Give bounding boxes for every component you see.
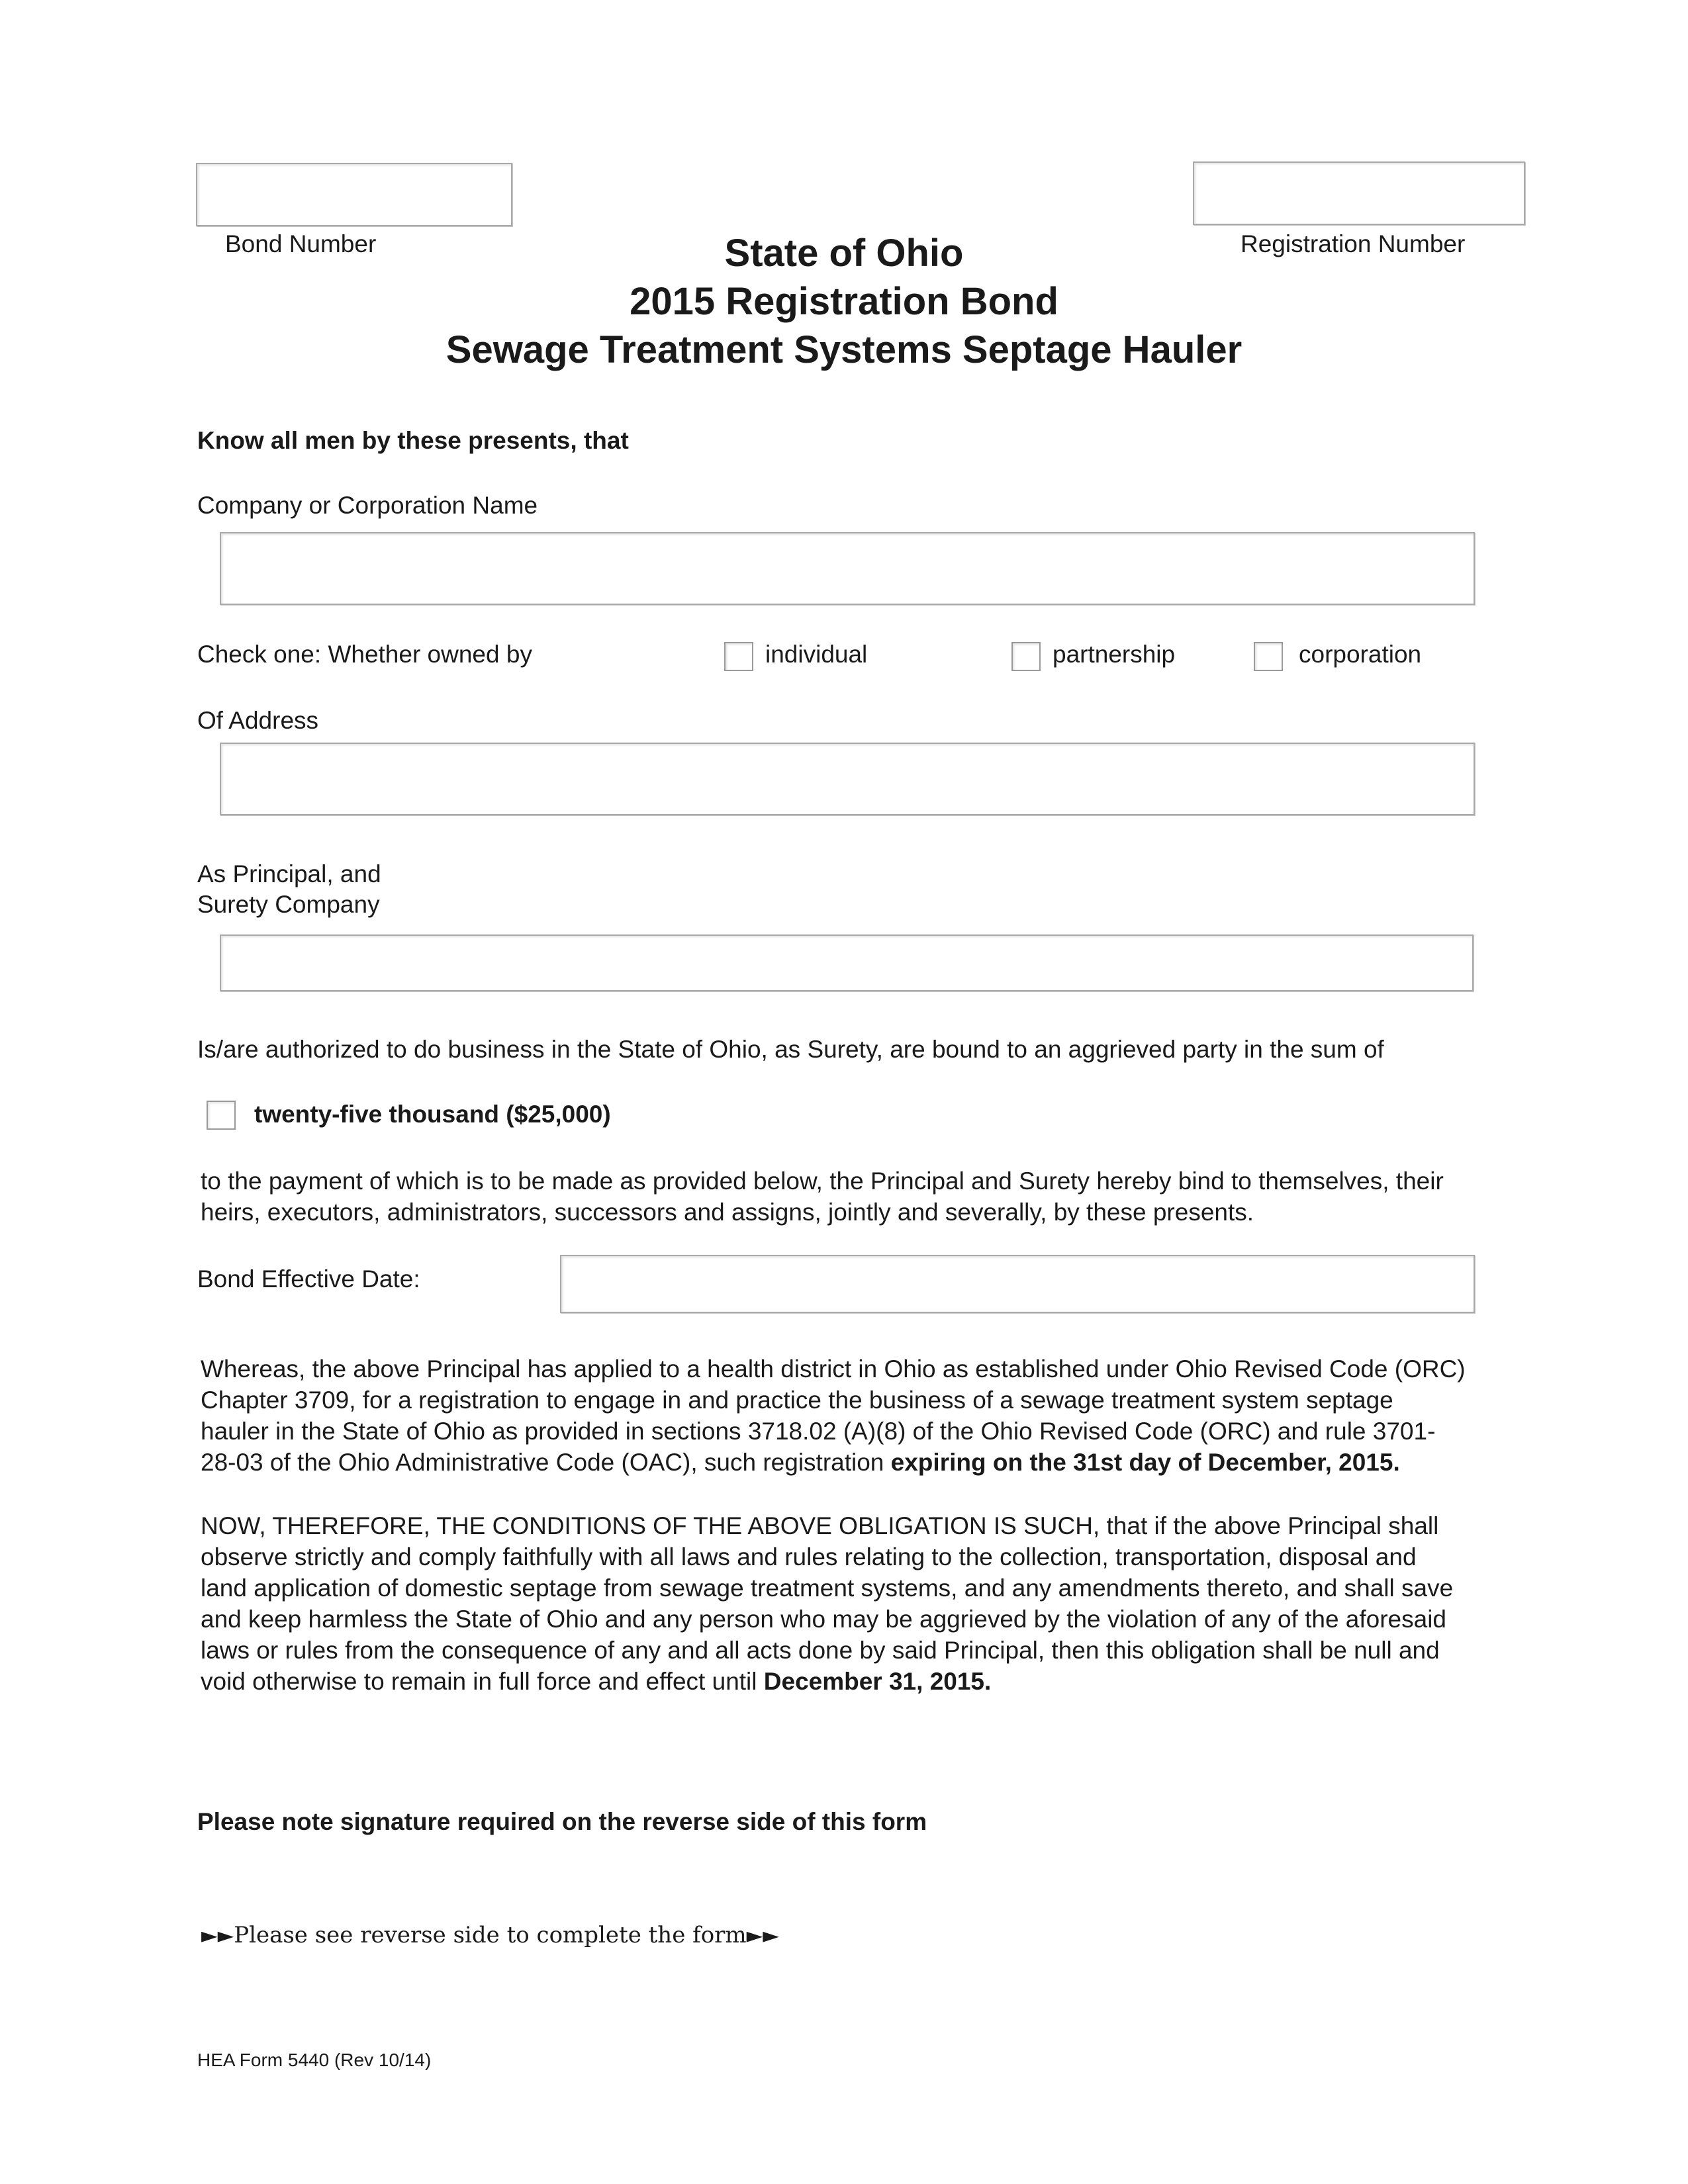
payment-line-1: to the payment of which is to be made as provided below, the Principal and Surety hereby bind to themselves, their <box>201 1167 1444 1195</box>
authorized-text: Is/are authorized to do business in the State of Ohio, as Surety, are bound to an aggrieved party in the sum of <box>197 1036 1384 1063</box>
corporation-checkbox[interactable] <box>1254 642 1283 671</box>
payment-line-2: heirs, executors, administrators, successors and assigns, jointly and severally, by these presents. <box>201 1199 1254 1226</box>
arrows-left-icon: ►► <box>201 1923 234 1948</box>
effective-date-field[interactable] <box>560 1255 1475 1313</box>
payment-paragraph <box>201 1165 1498 1228</box>
conditions-line-4: and keep harmless the State of Ohio and any person who may be aggrieved by the violation of any of the aforesaid <box>201 1606 1447 1633</box>
conditions-line-2: observe strictly and comply faithfully with all laws and rules relating to the collection, transportation, disposal and <box>201 1543 1417 1570</box>
whereas-line-4-text: 28-03 of the Ohio Administrative Code (OAC), such registration <box>201 1449 891 1476</box>
expiration-text: expiring on the 31st day of December, 2015. <box>890 1449 1400 1476</box>
sum-label: twenty-five thousand ($25,000) <box>254 1101 611 1128</box>
title-line-2: 2015 Registration Bond <box>630 280 1058 323</box>
title-line-1: State of Ohio <box>724 232 964 275</box>
title-line-3: Sewage Treatment Systems Septage Hauler <box>445 328 1243 371</box>
conditions-line-6 <box>201 1666 1498 1697</box>
corporation-label: corporation <box>1299 641 1422 668</box>
reverse-side-text: Please see reverse side to complete the form <box>234 1922 747 1948</box>
bond-number-label: Bond Number <box>225 230 377 257</box>
arrows-right-icon: ►► <box>746 1923 779 1948</box>
whereas-paragraph <box>201 1353 1498 1478</box>
individual-label: individual <box>765 641 868 668</box>
reverse-side-note <box>201 1921 779 1950</box>
surety-company-label: Surety Company <box>197 891 380 918</box>
conditions-line-5: laws or rules from the consequence of any and all acts done by said Principal, then this obligation shall be null and <box>201 1637 1440 1664</box>
partnership-label: partnership <box>1053 641 1176 668</box>
conditions-line-6-text: void otherwise to remain in full force and effect until <box>201 1668 764 1695</box>
registration-number-field[interactable] <box>1193 161 1525 225</box>
signature-note: Please note signature required on the reverse side of this form <box>197 1808 927 1835</box>
conditions-line-3: land application of domestic septage from sewage treatment systems, and any amendments thereto, and shall save <box>201 1574 1454 1602</box>
company-label: Company or Corporation Name <box>197 492 538 519</box>
whereas-line-1: Whereas, the above Principal has applied to a health district in Ohio as established under Ohio Revised Code (ORC) <box>201 1355 1466 1383</box>
conditions-line-1: NOW, THEREFORE, THE CONDITIONS OF THE ABOVE OBLIGATION IS SUCH, that if the above Principal shall <box>201 1512 1439 1539</box>
whereas-line-2: Chapter 3709, for a registration to engage in and practice the business of a sewage treatment system septage <box>201 1387 1393 1414</box>
form-number: HEA Form 5440 (Rev 10/14) <box>197 2050 432 2070</box>
conditions-paragraph <box>201 1510 1498 1697</box>
end-date-text: December 31, 2015. <box>763 1668 992 1695</box>
ownership-label: Check one: Whether owned by <box>197 641 532 668</box>
principal-label: As Principal, and <box>197 860 381 887</box>
surety-company-field[interactable] <box>220 934 1474 991</box>
registration-number-label: Registration Number <box>1241 230 1466 257</box>
whereas-line-3: hauler in the State of Ohio as provided in sections 3718.02 (A)(8) of the Ohio Revised Code (ORC) and rule 3701- <box>201 1418 1436 1445</box>
intro-text: Know all men by these presents, that <box>197 427 629 454</box>
address-label: Of Address <box>197 707 319 734</box>
whereas-line-4 <box>201 1447 1498 1478</box>
effective-date-label: Bond Effective Date: <box>197 1265 420 1293</box>
bond-number-field[interactable] <box>196 163 512 226</box>
individual-checkbox[interactable] <box>724 642 753 671</box>
company-name-field[interactable] <box>220 532 1475 605</box>
partnership-checkbox[interactable] <box>1011 642 1041 671</box>
sum-checkbox[interactable] <box>207 1101 236 1130</box>
address-field[interactable] <box>220 743 1475 815</box>
